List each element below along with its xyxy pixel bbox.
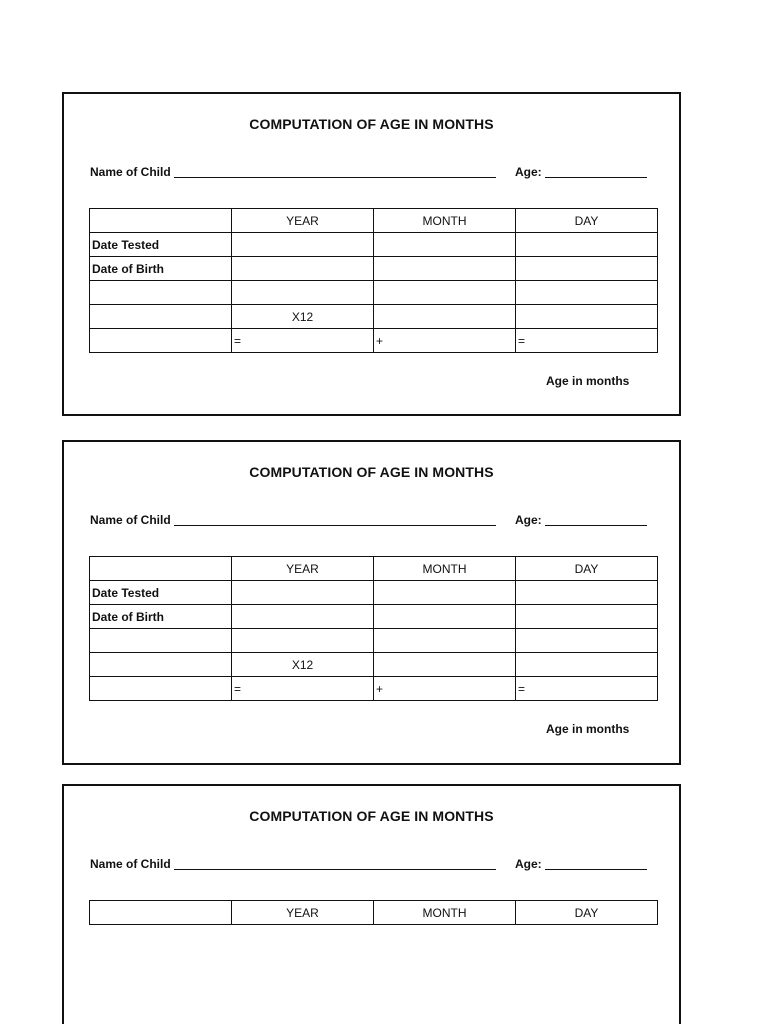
age-field[interactable] bbox=[515, 165, 647, 179]
table-row bbox=[90, 305, 658, 329]
table-row bbox=[90, 677, 658, 701]
multiplier-cell: X12 bbox=[232, 305, 374, 329]
age-blank[interactable] bbox=[545, 167, 647, 178]
child-name-field[interactable] bbox=[90, 513, 496, 527]
birth-month-cell[interactable] bbox=[374, 257, 516, 281]
multiplier-day-cell[interactable] bbox=[516, 653, 658, 677]
birth-month-cell[interactable] bbox=[374, 605, 516, 629]
difference-day-cell[interactable] bbox=[516, 281, 658, 305]
birth-day-cell[interactable] bbox=[516, 605, 658, 629]
age-field[interactable] bbox=[515, 513, 647, 527]
equals-day-cell[interactable]: = bbox=[516, 329, 658, 353]
header-month: MONTH bbox=[374, 209, 516, 233]
difference-day-cell[interactable] bbox=[516, 629, 658, 653]
table-row bbox=[90, 257, 658, 281]
header-day: DAY bbox=[516, 557, 658, 581]
header-cell-blank bbox=[90, 209, 232, 233]
difference-year-cell[interactable] bbox=[232, 281, 374, 305]
child-name-field[interactable] bbox=[90, 165, 496, 179]
row-label-date-tested: Date Tested bbox=[90, 581, 232, 605]
difference-label-cell bbox=[90, 629, 232, 653]
row-label-date-of-birth: Date of Birth bbox=[90, 605, 232, 629]
age-computation-form-3 bbox=[62, 784, 681, 1024]
age-label: Age: bbox=[515, 165, 542, 179]
multiplier-month-cell[interactable] bbox=[374, 653, 516, 677]
child-name-blank[interactable] bbox=[174, 515, 496, 526]
date-tested-day-cell[interactable] bbox=[516, 233, 658, 257]
equals-cell[interactable]: = bbox=[232, 677, 374, 701]
age-table bbox=[89, 900, 658, 925]
child-name-field[interactable] bbox=[90, 857, 496, 871]
date-tested-year-cell[interactable] bbox=[232, 581, 374, 605]
header-month: MONTH bbox=[374, 901, 516, 925]
header-day: DAY bbox=[516, 209, 658, 233]
birth-year-cell[interactable] bbox=[232, 605, 374, 629]
age-field[interactable] bbox=[515, 857, 647, 871]
child-name-blank[interactable] bbox=[174, 167, 496, 178]
table-row bbox=[90, 281, 658, 305]
difference-label-cell bbox=[90, 281, 232, 305]
age-blank[interactable] bbox=[545, 515, 647, 526]
date-tested-month-cell[interactable] bbox=[374, 581, 516, 605]
plus-cell[interactable]: + bbox=[374, 677, 516, 701]
equals-day-cell[interactable]: = bbox=[516, 677, 658, 701]
table-header-row bbox=[90, 209, 658, 233]
multiplier-month-cell[interactable] bbox=[374, 305, 516, 329]
total-label-cell bbox=[90, 677, 232, 701]
equals-cell[interactable]: = bbox=[232, 329, 374, 353]
date-tested-day-cell[interactable] bbox=[516, 581, 658, 605]
age-label: Age: bbox=[515, 513, 542, 527]
child-name-label: Name of Child bbox=[90, 513, 171, 527]
age-table bbox=[89, 556, 658, 701]
table-row bbox=[90, 329, 658, 353]
header-year: YEAR bbox=[232, 557, 374, 581]
age-label: Age: bbox=[515, 857, 542, 871]
table-header-row bbox=[90, 557, 658, 581]
multiplier-label-cell bbox=[90, 305, 232, 329]
age-table bbox=[89, 208, 658, 353]
table-row bbox=[90, 605, 658, 629]
multiplier-label-cell bbox=[90, 653, 232, 677]
total-label-cell bbox=[90, 329, 232, 353]
header-year: YEAR bbox=[232, 209, 374, 233]
age-in-months-label: Age in months bbox=[546, 722, 630, 736]
plus-cell[interactable]: + bbox=[374, 329, 516, 353]
header-year: YEAR bbox=[232, 901, 374, 925]
form-title: COMPUTATION OF AGE IN MONTHS bbox=[249, 808, 494, 824]
date-tested-year-cell[interactable] bbox=[232, 233, 374, 257]
table-row bbox=[90, 581, 658, 605]
header-cell-blank bbox=[90, 557, 232, 581]
form-title: COMPUTATION OF AGE IN MONTHS bbox=[249, 116, 494, 132]
table-row bbox=[90, 653, 658, 677]
date-tested-month-cell[interactable] bbox=[374, 233, 516, 257]
birth-day-cell[interactable] bbox=[516, 257, 658, 281]
row-label-date-tested: Date Tested bbox=[90, 233, 232, 257]
table-row bbox=[90, 629, 658, 653]
header-month: MONTH bbox=[374, 557, 516, 581]
child-name-label: Name of Child bbox=[90, 857, 171, 871]
form-title: COMPUTATION OF AGE IN MONTHS bbox=[249, 464, 494, 480]
child-name-blank[interactable] bbox=[174, 859, 496, 870]
multiplier-cell: X12 bbox=[232, 653, 374, 677]
child-name-label: Name of Child bbox=[90, 165, 171, 179]
header-cell-blank bbox=[90, 901, 232, 925]
age-in-months-label: Age in months bbox=[546, 374, 630, 388]
multiplier-day-cell[interactable] bbox=[516, 305, 658, 329]
header-day: DAY bbox=[516, 901, 658, 925]
difference-year-cell[interactable] bbox=[232, 629, 374, 653]
difference-month-cell[interactable] bbox=[374, 281, 516, 305]
age-computation-form-2 bbox=[62, 440, 681, 765]
table-header-row bbox=[90, 901, 658, 925]
age-computation-form-1 bbox=[62, 92, 681, 416]
row-label-date-of-birth: Date of Birth bbox=[90, 257, 232, 281]
difference-month-cell[interactable] bbox=[374, 629, 516, 653]
table-row bbox=[90, 233, 658, 257]
age-blank[interactable] bbox=[545, 859, 647, 870]
birth-year-cell[interactable] bbox=[232, 257, 374, 281]
